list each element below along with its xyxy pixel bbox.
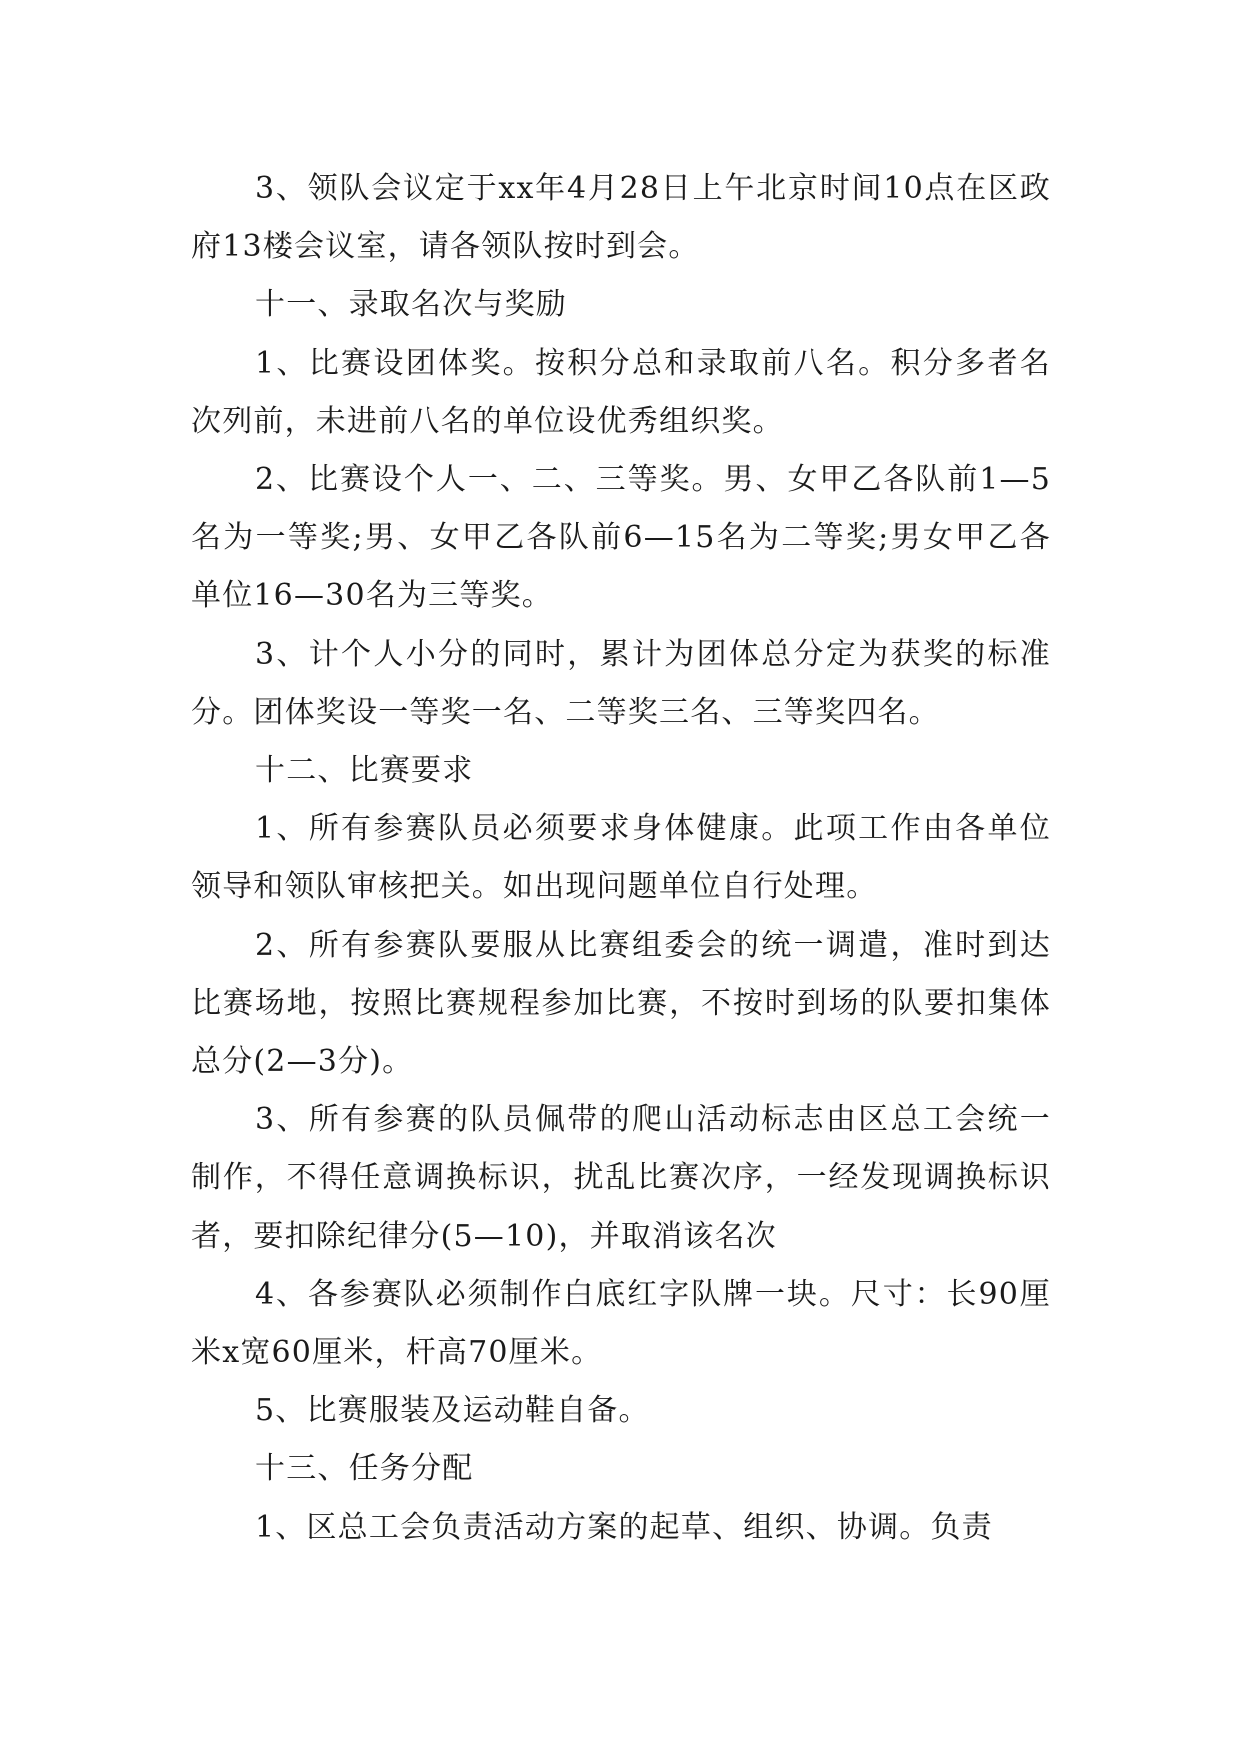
paragraph-attire: 5、比赛服装及运动鞋自备。 bbox=[255, 1393, 650, 1429]
section-heading-competition-requirements: 十二、比赛要求 bbox=[255, 753, 474, 789]
paragraph-team-award: 1、比赛设团体奖。按积分总和录取前八名。积分多者名次列前，未进前八名的单位设优秀组织奖。 bbox=[191, 345, 1051, 439]
paragraph-individual-award: 2、比赛设个人一、二、三等奖。男、女甲乙各队前1—5名为一等奖;男、女甲乙各队前6—15名为二等奖;男女甲乙各单位16—30名为三等奖。 bbox=[191, 462, 1051, 614]
paragraph-activity-badge: 3、所有参赛的队员佩带的爬山活动标志由区总工会统一制作，不得任意调换标识，扰乱比赛次序，一经发现调换标识者，要扣除纪律分(5—10)，并取消该名次 bbox=[191, 1102, 1051, 1254]
paragraph-scoring-standard: 3、计个人小分的同时，累计为团体总分定为获奖的标准分。团体奖设一等奖一名、二等奖三名、三等奖四名。 bbox=[191, 636, 1051, 730]
paragraph-team-sign: 4、各参赛队必须制作白底红字队牌一块。尺寸：长90厘米x宽60厘米，杆高70厘米。 bbox=[191, 1276, 1051, 1371]
paragraph-obey-schedule: 2、所有参赛队要服从比赛组委会的统一调遣，准时到达比赛场地，按照比赛规程参加比赛，不按时到场的队要扣集体总分(2—3分)。 bbox=[191, 927, 1051, 1080]
paragraph-union-responsibility: 1、区总工会负责活动方案的起草、组织、协调。负责 bbox=[255, 1509, 993, 1545]
paragraph-leader-meeting: 3、领队会议定于xx年4月28日上午北京时间10点在区政府13楼会议室，请各领队按时到会。 bbox=[191, 171, 1051, 265]
section-heading-ranking-awards: 十一、录取名次与奖励 bbox=[255, 287, 567, 323]
document-body bbox=[191, 160, 1051, 1557]
section-heading-task-assignment: 十三、任务分配 bbox=[255, 1451, 474, 1487]
paragraph-health-requirement: 1、所有参赛队员必须要求身体健康。此项工作由各单位领导和领队审核把关。如出现问题单位自行处理。 bbox=[191, 811, 1051, 905]
